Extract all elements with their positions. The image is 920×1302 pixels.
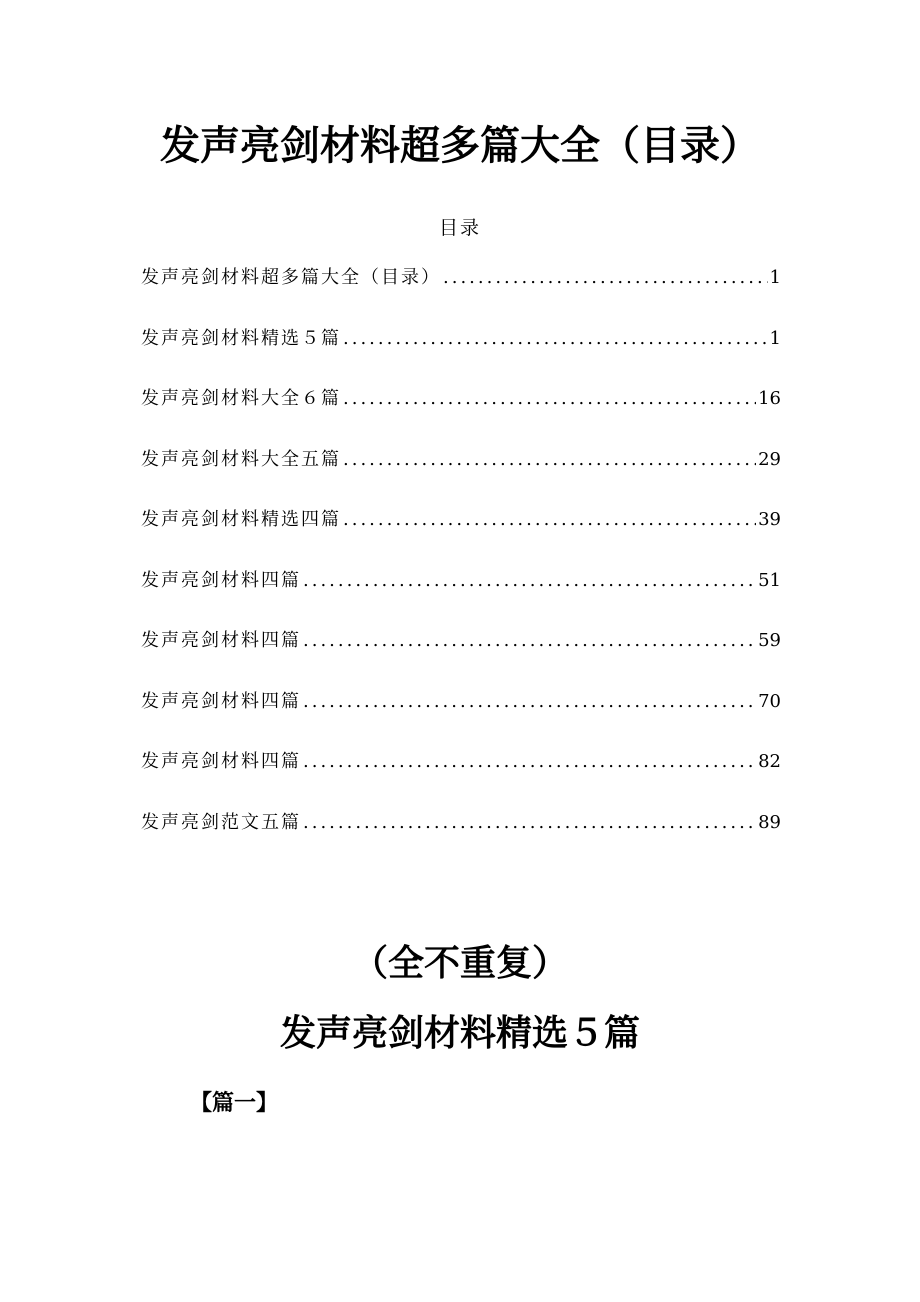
table-of-contents: [141, 264, 781, 869]
toc-entry-text: 发声亮剑材料四篇: [141, 630, 301, 651]
toc-entry-page: 70: [758, 690, 781, 712]
section-title: 发声亮剑材料精选５篇: [279, 1013, 640, 1054]
toc-entry[interactable]: [141, 446, 781, 507]
toc-entry-text: 发声亮剑材料精选四篇: [141, 509, 341, 530]
toc-dot-leader: [303, 809, 756, 837]
toc-entry-page: 16: [758, 388, 781, 409]
toc-entry-text: 发声亮剑材料超多篇大全（目录）: [141, 267, 441, 288]
toc-entry[interactable]: [141, 506, 781, 567]
toc-entry[interactable]: [141, 809, 781, 870]
toc-entry[interactable]: [141, 688, 781, 749]
toc-entry-text: 发声亮剑材料精选５篇: [141, 327, 341, 349]
toc-dot-leader: [303, 748, 756, 776]
toc-dot-leader: [343, 325, 768, 353]
toc-dot-leader: [443, 264, 768, 292]
toc-dot-leader: [303, 688, 756, 716]
toc-entry[interactable]: [141, 748, 781, 809]
toc-dot-leader: [343, 446, 756, 474]
toc-entry-text: 发声亮剑材料四篇: [141, 569, 301, 591]
toc-dot-leader: [343, 506, 756, 534]
toc-entry-text: 发声亮剑范文五篇: [141, 811, 301, 833]
toc-entry-page: 1: [769, 327, 781, 349]
toc-entry-text: 发声亮剑材料大全６篇: [141, 388, 341, 409]
toc-entry-page: 82: [758, 751, 781, 772]
toc-entry[interactable]: [141, 627, 781, 688]
toc-entry-text: 发声亮剑材料四篇: [141, 751, 301, 772]
toc-entry-page: 51: [758, 569, 781, 591]
toc-dot-leader: [303, 567, 756, 595]
toc-dot-leader: [303, 627, 756, 655]
toc-entry[interactable]: [141, 264, 781, 325]
toc-dot-leader: [343, 385, 756, 413]
part-label: 【篇一】: [190, 1091, 279, 1116]
subtitle: （全不重复）: [351, 943, 568, 984]
toc-entry-page: 29: [758, 448, 781, 470]
toc-heading: 目录: [438, 217, 481, 239]
toc-entry-text: 发声亮剑材料四篇: [141, 690, 301, 712]
toc-entry-page: 39: [758, 509, 781, 530]
toc-entry-page: 89: [758, 811, 781, 833]
toc-entry-page: 59: [758, 630, 781, 651]
document-title: 发声亮剑材料超多篇大全（目录）: [160, 123, 760, 169]
toc-entry[interactable]: [141, 385, 781, 446]
toc-entry-page: 1: [769, 267, 781, 288]
toc-entry[interactable]: [141, 325, 781, 386]
toc-entry[interactable]: [141, 567, 781, 628]
toc-entry-text: 发声亮剑材料大全五篇: [141, 448, 341, 470]
